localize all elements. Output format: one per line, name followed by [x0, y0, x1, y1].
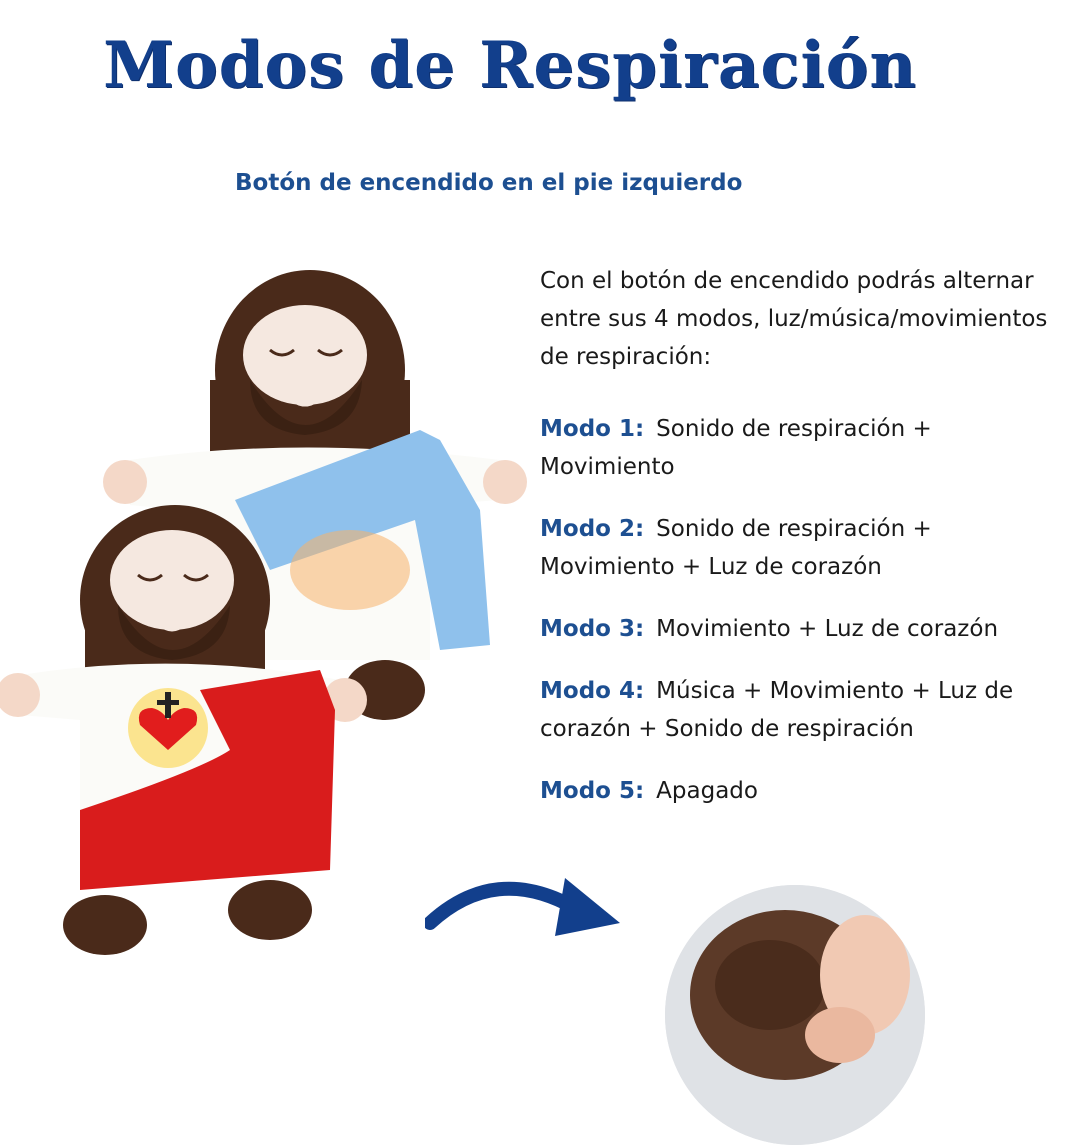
mode-text: Música + Movimiento + Luz de corazón + Sonido de respiración [540, 678, 1014, 742]
mode-item-5 [540, 772, 1070, 810]
mode-item-1 [540, 410, 1070, 486]
curved-arrow-icon [425, 868, 625, 948]
foot-button-image [665, 885, 925, 1145]
mode-label: Modo 3: [540, 616, 645, 642]
mode-item-4 [540, 672, 1070, 748]
mode-text: Sonido de respiración + Movimiento + Luz de corazón [540, 516, 932, 580]
mode-label: Modo 2: [540, 516, 645, 542]
mode-text: Movimiento + Luz de corazón [656, 616, 999, 642]
subtitle: Botón de encendido en el pie izquierdo [235, 170, 743, 196]
intro-text: Con el botón de encendido podrás alternar entre sus 4 modos, luz/música/movimientos de respiración: [540, 268, 1048, 370]
mode-item-3 [540, 610, 1070, 648]
mode-text: Sonido de respiración + Movimiento [540, 416, 932, 480]
mode-label: Modo 1: [540, 416, 645, 442]
page-title: Modos de Respiración [103, 28, 917, 103]
mode-label: Modo 4: [540, 678, 645, 704]
modes-list [540, 410, 1070, 834]
foot-button-photo [665, 885, 925, 1145]
plush-figures-image [0, 270, 540, 970]
mode-label: Modo 5: [540, 778, 645, 804]
mode-item-2 [540, 510, 1070, 586]
mode-text: Apagado [656, 778, 758, 804]
